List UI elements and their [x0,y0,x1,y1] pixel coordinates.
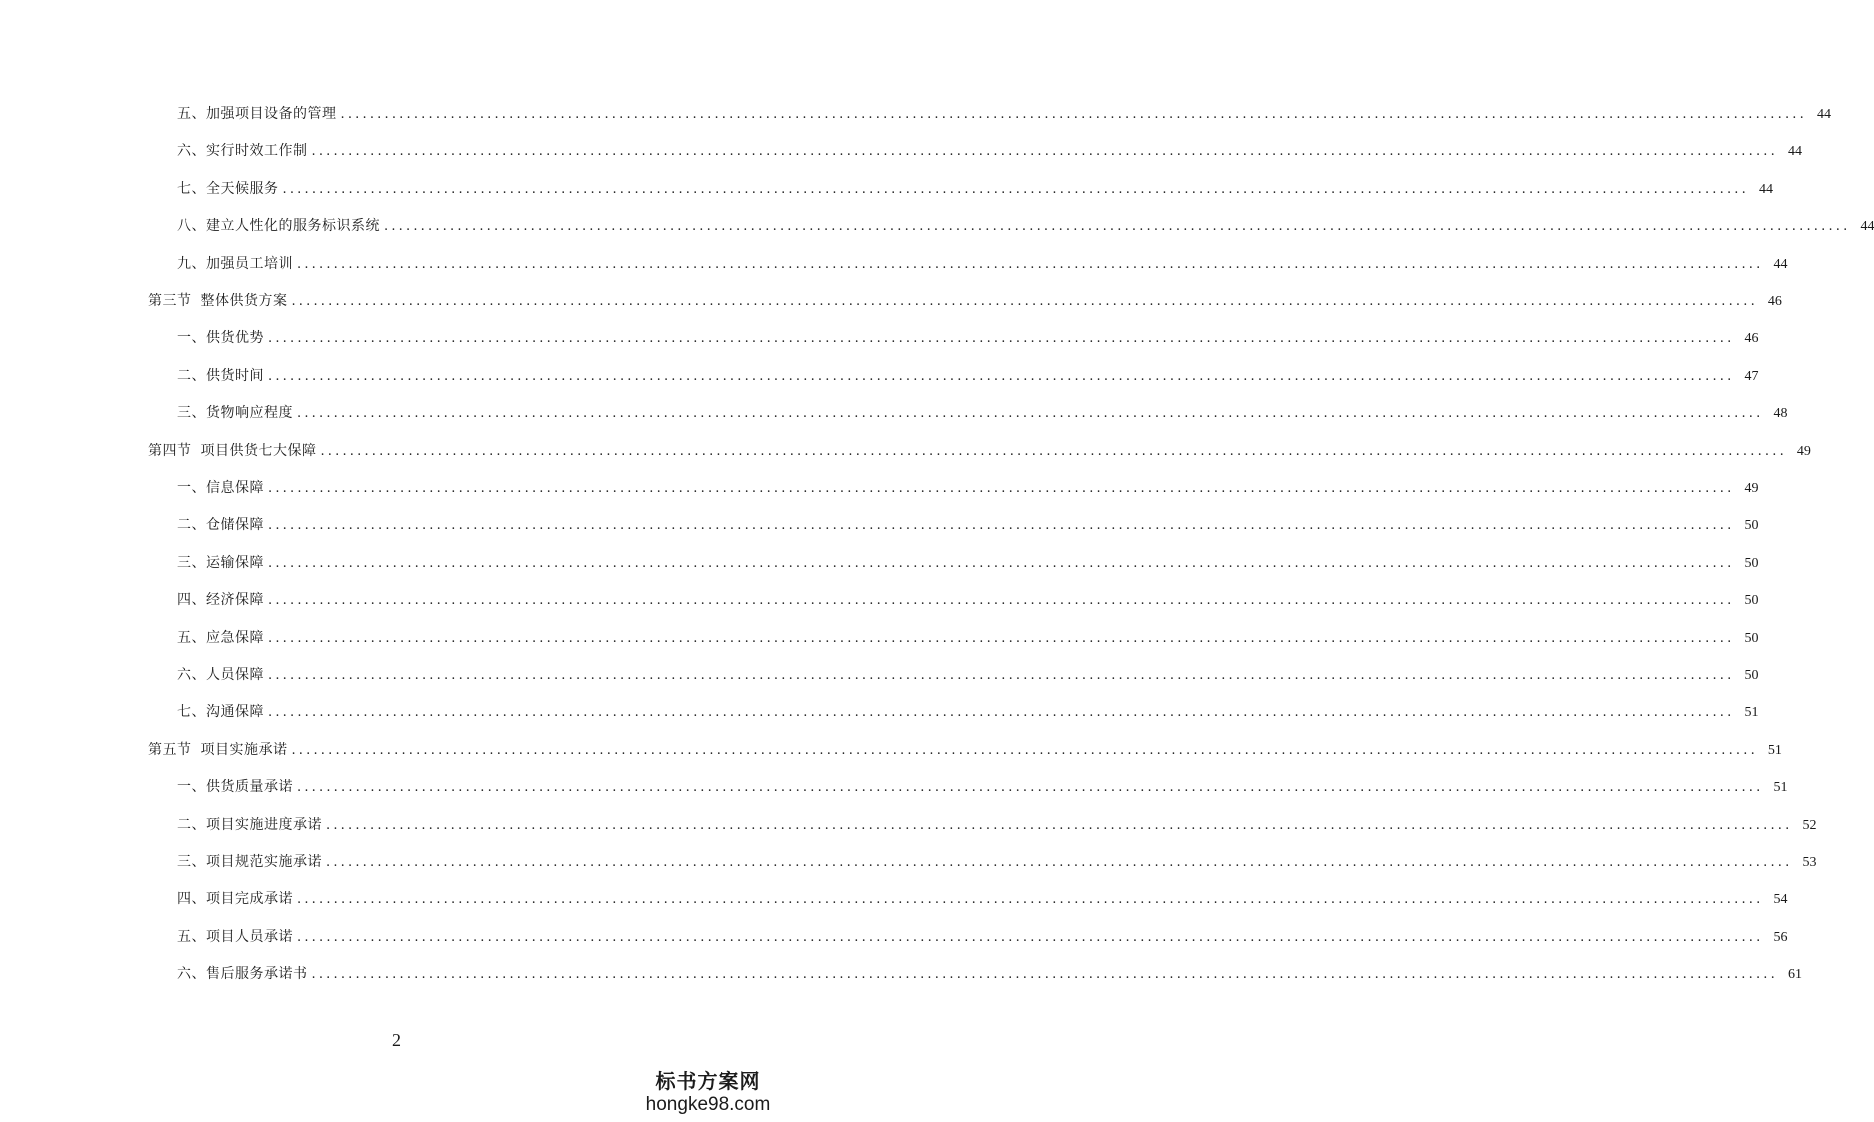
toc-entry-title: 六、售后服务承诺书 [177,966,308,983]
toc-subsection-entry [177,139,1802,163]
toc-entry-title: 第三节 整体供货方案 [148,293,288,309]
toc-subsection-entry [177,813,1817,837]
toc-entry-page: 51 [1744,705,1759,721]
toc-entry-page: 50 [1744,518,1759,534]
toc-leader-dots: ........................................................................................................................................................................................................ [291,742,1758,758]
toc-entry-page: 51 [1773,780,1788,796]
toc-entry-page: 50 [1744,593,1759,609]
toc-subsection-entry [177,476,1759,500]
toc-entry-title: 五、应急保障 [177,629,264,646]
toc-subsection-entry [177,513,1759,537]
toc-entry-page: 46 [1767,294,1782,309]
toc-subsection-entry [177,626,1759,650]
toc-leader-dots: ........................................................................................................................................................................................................ [268,555,1735,571]
toc-entry-title: 二、仓储保障 [177,517,264,534]
toc-entry-page: 47 [1744,368,1759,384]
toc-leader-dots: ........................................................................................................................................................................................................ [297,406,1764,422]
toc-entry-title: 四、经济保障 [177,592,264,609]
toc-entry-title: 二、项目实施进度承诺 [177,816,322,833]
toc-entry-page: 56 [1773,929,1788,945]
toc-entry-title: 一、供货质量承诺 [177,779,293,796]
toc-subsection-entry [177,663,1759,687]
toc-subsection-entry [177,925,1788,949]
toc-entry-title: 八、建立人性化的服务标识系统 [177,218,380,235]
toc-entry-page: 46 [1744,331,1759,347]
toc-entry-page: 44 [1787,144,1802,160]
toc-entry-title: 六、人员保障 [177,667,264,683]
toc-leader-dots: ........................................................................................................................................................................................................ [326,817,1793,833]
toc-entry-title: 七、全天候服务 [177,180,279,197]
toc-leader-dots: ........................................................................................................................................................................................................ [311,144,1778,160]
watermark-name: 标书方案网 [655,1069,761,1093]
toc-subsection-entry [177,551,1759,575]
toc-subsection-entry [177,588,1759,612]
toc-entry-title: 五、加强项目设备的管理 [177,106,337,122]
toc-leader-dots: ........................................................................................................................................................................................................ [268,331,1735,347]
toc-entry-page: 44 [1860,219,1874,235]
toc-entry-page: 50 [1744,555,1759,571]
watermark-logo [633,1068,783,1116]
toc-entry-title: 四、项目完成承诺 [177,891,293,908]
toc-leader-dots: ........................................................................................................................................................................................................ [282,181,1749,197]
toc-entry-page: 44 [1816,107,1831,122]
toc-leader-dots: ........................................................................................................................................................................................................ [268,518,1735,534]
toc-leader-dots: ........................................................................................................................................................................................................ [297,780,1764,796]
toc-leader-dots: ........................................................................................................................................................................................................ [297,892,1764,908]
toc-subsection-entry [177,887,1788,911]
toc-leader-dots: ........................................................................................................................................................................................................ [268,668,1735,683]
toc-subsection-entry [177,364,1759,388]
toc-entry-title: 三、项目规范实施承诺 [177,854,322,870]
toc-entry-title: 一、信息保障 [177,480,264,496]
toc-leader-dots: ........................................................................................................................................................................................................ [326,855,1793,870]
toc-entry-title: 第四节 项目供货七大保障 [148,442,317,459]
toc-entry-title: 六、实行时效工作制 [177,143,308,160]
toc-leader-dots: ........................................................................................................................................................................................................ [268,368,1735,384]
toc-entry-title: 二、供货时间 [177,367,264,384]
toc-subsection-entry [177,214,1874,238]
toc-subsection-entry [177,102,1831,126]
toc-entry-page: 49 [1796,443,1811,459]
toc-leader-dots: ........................................................................................................................................................................................................ [268,705,1735,721]
toc-entry-page: 61 [1787,967,1802,983]
toc-leader-dots: ........................................................................................................................................................................................................ [340,107,1807,122]
toc-entry-page: 48 [1773,406,1788,422]
toc-entry-title: 三、货物响应程度 [177,405,293,422]
toc-leader-dots: ........................................................................................................................................................................................................ [311,967,1778,983]
toc-section-entry [148,738,1782,762]
watermark-url: hongke98.com [645,1094,771,1115]
toc-subsection-entry [177,775,1788,799]
toc-leader-dots: ........................................................................................................................................................................................................ [384,219,1851,235]
toc-subsection-entry [177,177,1773,201]
toc-entry-title: 第五节 项目实施承诺 [148,741,288,758]
toc-leader-dots: ........................................................................................................................................................................................................ [268,481,1735,496]
toc-entry-page: 49 [1744,481,1759,496]
toc-subsection-entry [177,401,1788,425]
toc-leader-dots: ........................................................................................................................................................................................................ [268,593,1735,609]
toc-entry-page: 53 [1802,855,1817,870]
toc-entry-title: 五、项目人员承诺 [177,928,293,945]
toc-entry-title: 三、运输保障 [177,554,264,571]
toc-leader-dots: ........................................................................................................................................................................................................ [291,294,1758,309]
toc-subsection-entry [177,326,1759,350]
toc-subsection-entry [177,700,1759,724]
toc-leader-dots: ........................................................................................................................................................................................................ [297,929,1764,945]
toc-entry-page: 54 [1773,892,1788,908]
toc-leader-dots: ........................................................................................................................................................................................................ [268,630,1735,646]
toc-entry-page: 50 [1744,630,1759,646]
toc-section-entry [148,439,1811,463]
toc-entry-page: 51 [1767,742,1782,758]
toc-entry-title: 七、沟通保障 [177,704,264,721]
toc-leader-dots: ........................................................................................................................................................................................................ [297,256,1764,272]
toc-entry-title: 一、供货优势 [177,330,264,347]
toc-entry-page: 52 [1802,817,1817,833]
toc-subsection-entry [177,962,1802,986]
toc-subsection-entry [177,850,1817,874]
toc-entry-page: 44 [1758,181,1773,197]
toc-entry-page: 50 [1744,668,1759,683]
page-number: 2 [392,1030,401,1050]
toc-entry-page: 44 [1773,256,1788,272]
toc-subsection-entry [177,252,1788,276]
toc-section-entry [148,289,1782,313]
toc-leader-dots: ........................................................................................................................................................................................................ [320,443,1787,459]
toc-entry-title: 九、加强员工培训 [177,255,293,272]
